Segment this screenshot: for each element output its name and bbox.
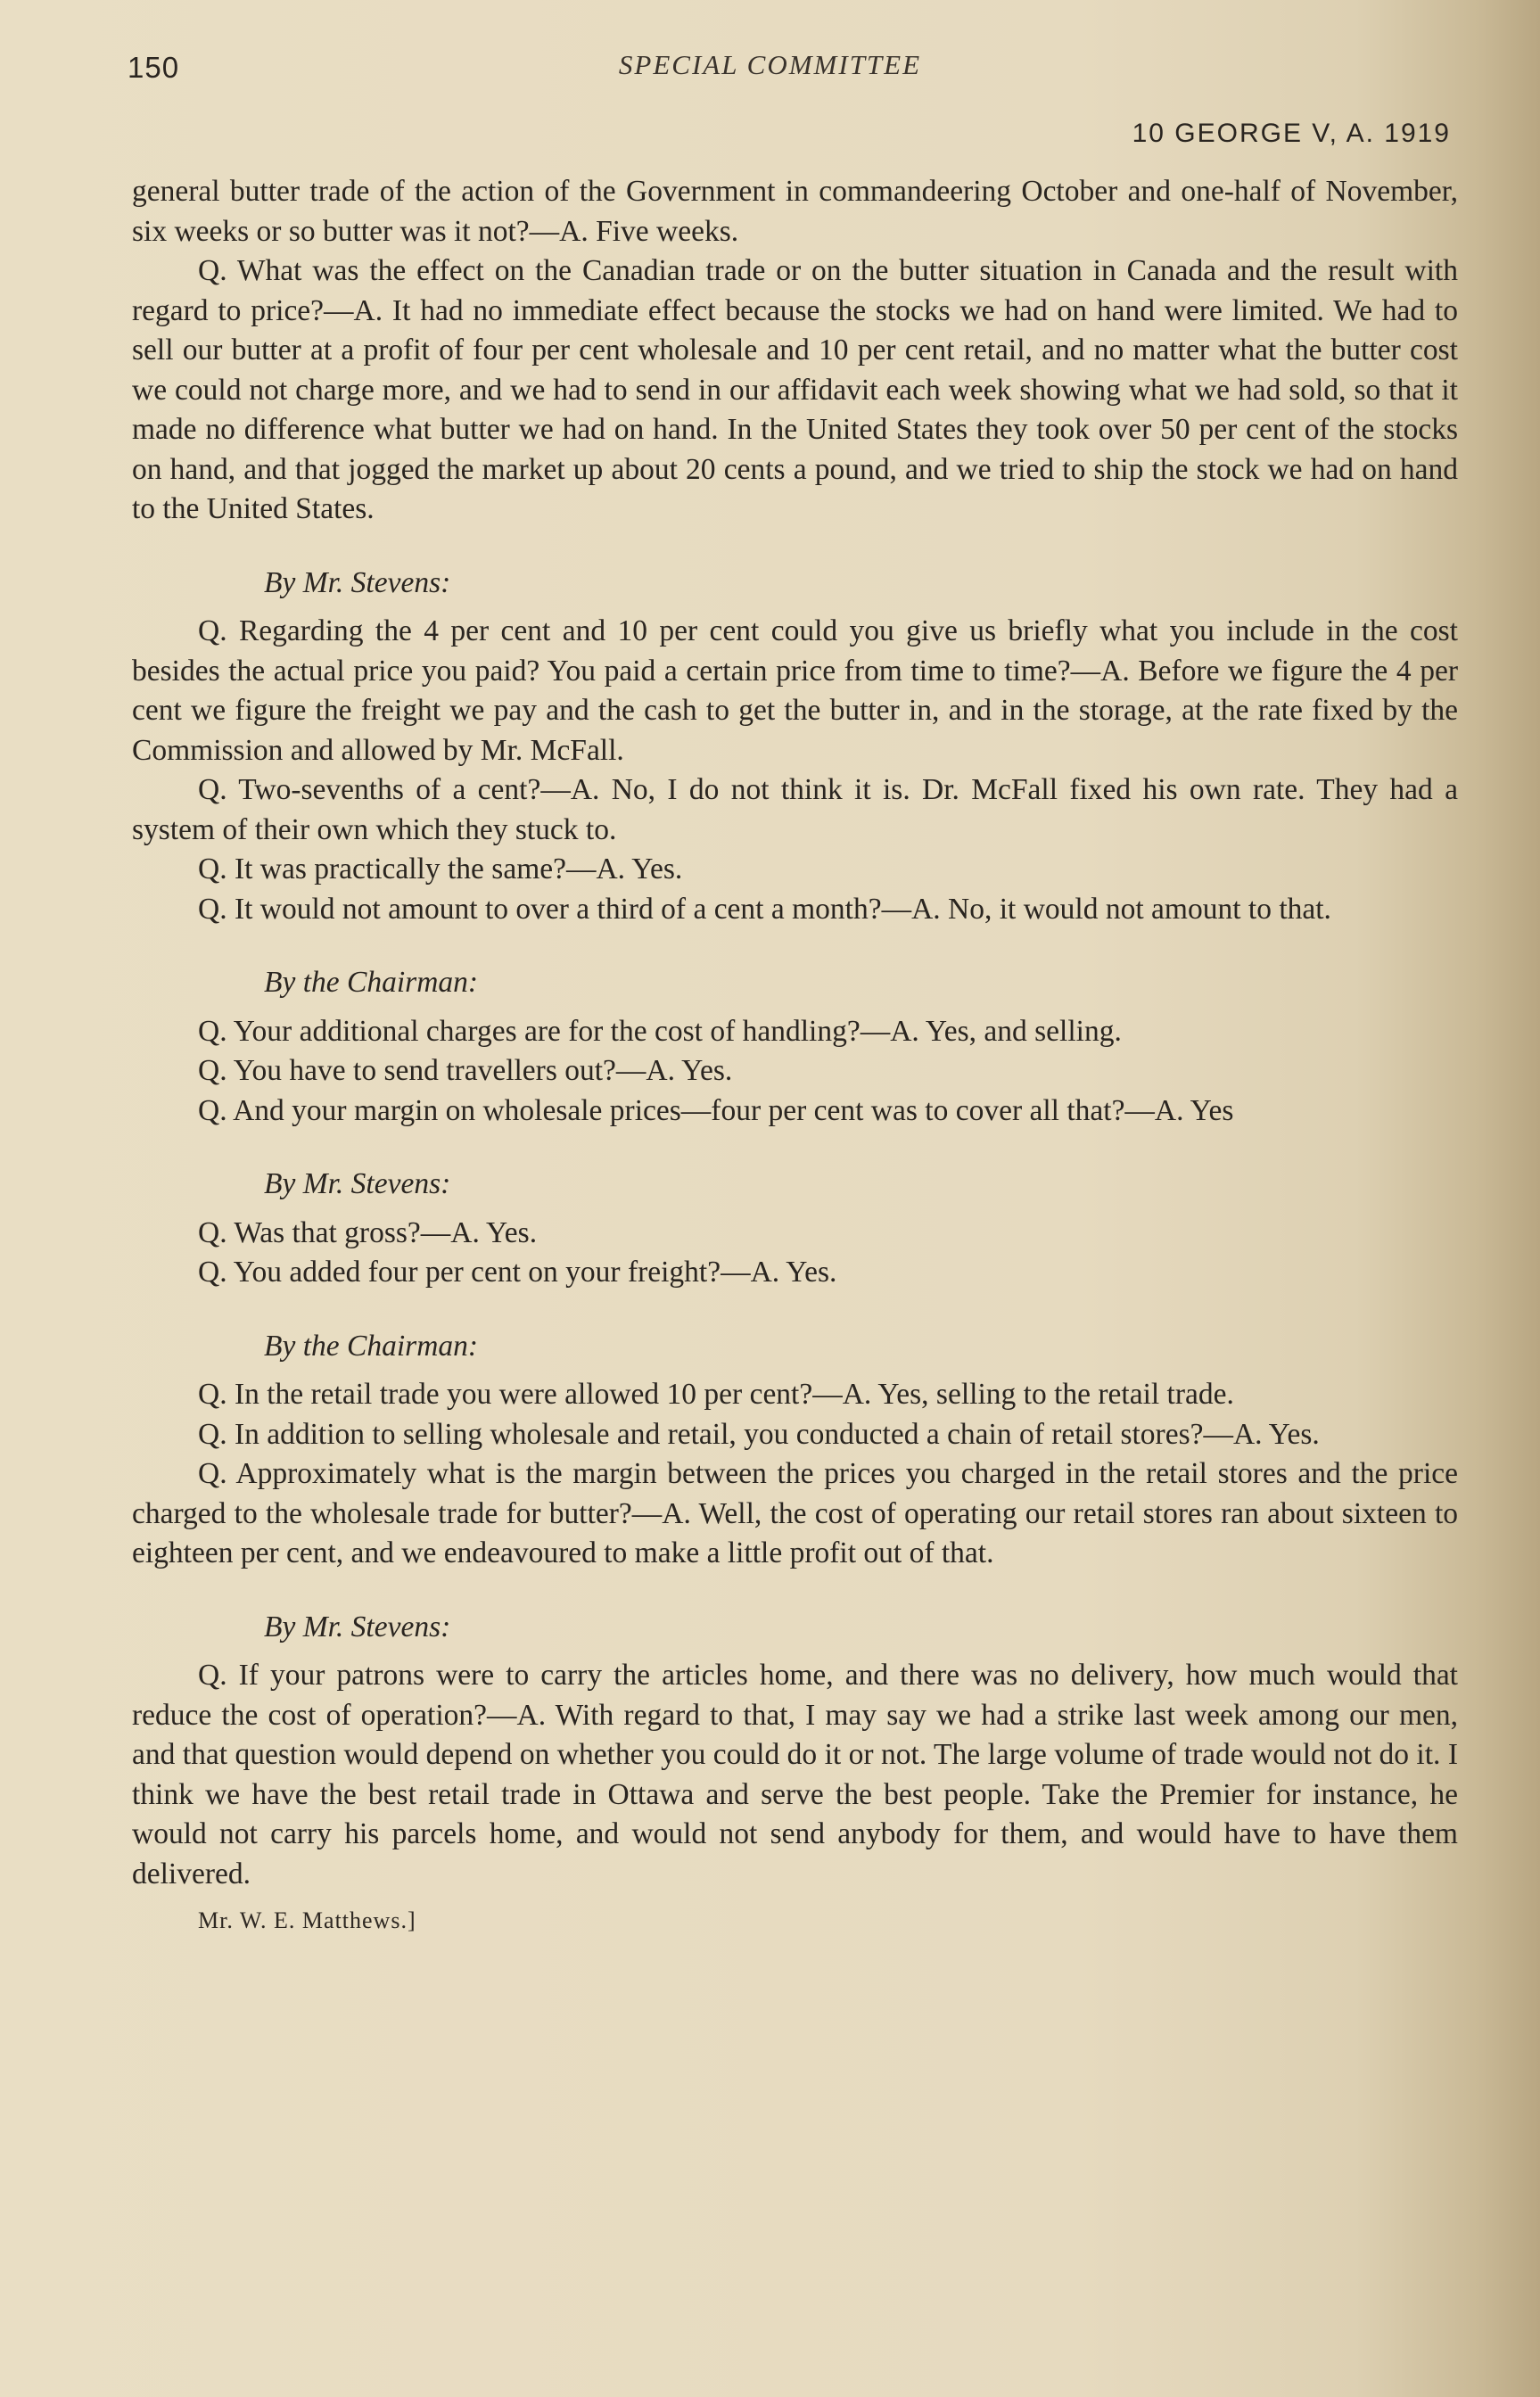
paragraph: Q. It would not amount to over a third of a cent a month?—A. No, it would not amount to that.	[198, 892, 1331, 926]
page-header	[0, 0, 1540, 169]
speaker-heading: By the Chairman:	[264, 1329, 479, 1363]
speaker-heading: By the Chairman:	[264, 966, 479, 999]
paragraph: Q. Was that gross?—A. Yes.	[198, 1215, 538, 1249]
paragraph: Q. What was the effect on the Canadian trade or on the butter situation in Canada and the result with regard to price?—A. It had no immediate effect because the stocks we had on hand were limited. We had to sell our butter at a profit of four per cent wholesale and 10 per cent retail, and no matter what the butter cost we could not charge more, and we had to send in our affidavit each week showing what we had sold, so that it made no difference what butter we had on hand. In the United States they took over 50 per cent of the stocks on hand, and that jogged the market up about 20 cents a pound, and we tried to ship the stock we had on hand to the United States.	[132, 254, 1458, 525]
speaker-heading: By Mr. Stevens:	[264, 1610, 451, 1643]
session-date: 10 GEORGE V, A. 1919	[1132, 119, 1451, 148]
paragraph: Q. Regarding the 4 per cent and 10 per cent could you give us briefly what you include in the cost besides the actual price you paid? You paid a certain price from time to time?—A. Before we figure the 4 per cent we figure the freight we pay and the cash to get the butter in, and in the storage, at the rate fixed by the Commission and allowed by Mr. McFall.	[132, 614, 1458, 767]
paragraph: Q. You have to send travellers out?—A. Yes.	[198, 1054, 733, 1087]
witness-signature: Mr. W. E. Matthews.]	[198, 1907, 416, 1933]
paragraph: Q. Two-sevenths of a cent?—A. No, I do not think it is. Dr. McFall fixed his own rate. They had a system of their own which they stuck to.	[132, 773, 1458, 846]
paragraph: Q. In addition to selling wholesale and retail, you conducted a chain of retail stores?—A. Yes.	[198, 1417, 1320, 1451]
paragraph: Q. In the retail trade you were allowed 10 per cent?—A. Yes, selling to the retail trade.	[198, 1378, 1234, 1411]
paragraph: Q. If your patrons were to carry the articles home, and there was no delivery, how much would that reduce the cost of operation?—A. With regard to that, I may say we had a strike last week among our men, and that question would depend on whether you could do it or not. The large volume of trade would not do it. I think we have the best retail trade in Ottawa and serve the best people. Take the Premier for instance, he would not carry his parcels home, and would not send anybody for them, and would have to have them delivered.	[132, 1659, 1458, 1890]
speaker-heading: By Mr. Stevens:	[264, 1167, 451, 1200]
page-number: 150	[128, 51, 180, 84]
page-body	[132, 172, 1458, 1939]
paragraph: general butter trade of the action of the Government in commandeering October and one-half of November, six weeks or so butter was it not?—A. Five weeks.	[132, 175, 1458, 248]
speaker-heading: By Mr. Stevens:	[264, 565, 451, 599]
paragraph: Q. It was practically the same?—A. Yes.	[198, 853, 683, 885]
running-title: SPECIAL COMMITTEE	[618, 49, 922, 80]
paragraph: Q. Approximately what is the margin between the prices you charged in the retail stores and the price charged to the wholesale trade for butter?—A. Well, the cost of operating our retail stores ran about sixteen to eighteen per cent, and we endeavoured to make a little profit out of that.	[132, 1457, 1458, 1569]
paragraph: Q. Your additional charges are for the cost of handling?—A. Yes, and selling.	[198, 1014, 1122, 1048]
paragraph: Q. And your margin on wholesale prices—four per cent was to cover all that?—A. Yes	[198, 1093, 1234, 1127]
paragraph: Q. You added four per cent on your freight?—A. Yes.	[198, 1256, 837, 1289]
